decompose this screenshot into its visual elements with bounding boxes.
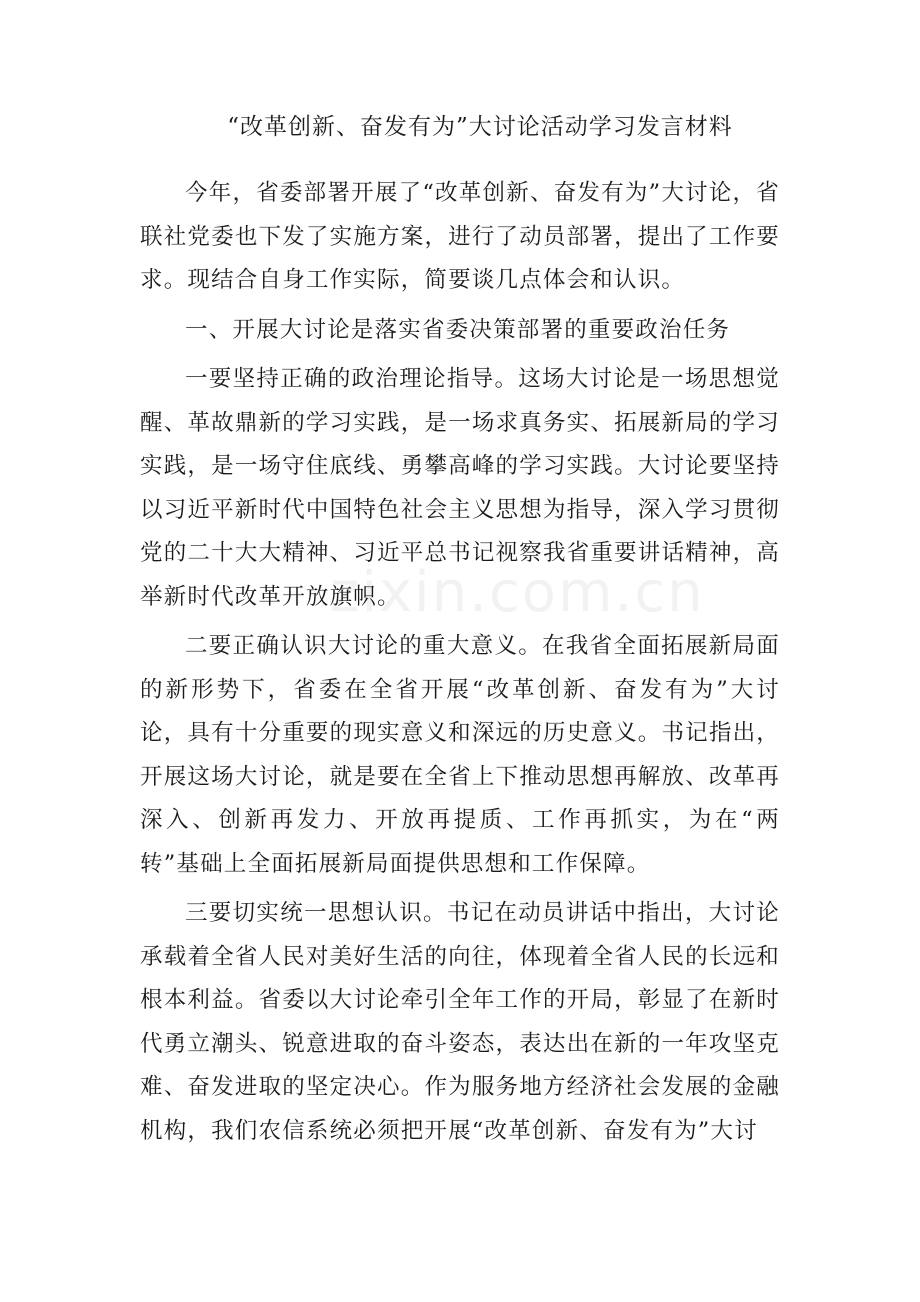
paragraph-point-1: 一要坚持正确的政治理论指导。这场大讨论是一场思想觉醒、革故鼎新的学习实践，是一场求真务实、拓展新局的学习实践，是一场守住底线、勇攀高峰的学习实践。大讨论要坚持以习近平新时代中国特色社会主义思想为指导，深入学习贯彻党的二十大大精神、习近平总书记视察我省重要讲话精神，高举新时代改革开放旗帜。 xyxy=(140,366,780,610)
document-title: “改革创新、奋发有为”大讨论活动学习发言材料 xyxy=(227,114,733,140)
section-heading-1: 一、开展大讨论是落实省委决策部署的重要政治任务 xyxy=(185,316,731,343)
paragraph-intro: 今年，省委部署开展了“改革创新、奋发有为”大讨论，省联社党委也下发了实施方案，进行了动员部署，提出了工作要求。现结合自身工作实际，简要谈几点体会和认识。 xyxy=(140,180,780,293)
watermark: zixin.com.cn xyxy=(330,560,705,625)
paragraph-point-3: 三要切实统一思想认识。书记在动员讲话中指出，大讨论承载着全省人民对美好生活的向往，体现着全省人民的长远和根本利益。省委以大讨论牵引全年工作的开局，彰显了在新时代勇立潮头、锐意进取的奋斗姿态，表达出在新的一年攻坚克难、奋发进取的坚定决心。作为服务地方经济社会发展的金融机构，我们农信系统必须把开展“改革创新、奋发有为”大讨 xyxy=(140,900,780,1144)
paragraph-point-2: 二要正确认识大讨论的重大意义。在我省全面拓展新局面的新形势下，省委在全省开展“改革创新、奋发有为”大讨论，具有十分重要的现实意义和深远的历史意义。书记指出，开展这场大讨论，就是要在全省上下推动思想再解放、改革再深入、创新再发力、开放再提质、工作再抓实，为在“两转”基础上全面拓展新局面提供思想和工作保障。 xyxy=(140,633,780,877)
document-body xyxy=(140,172,780,1159)
